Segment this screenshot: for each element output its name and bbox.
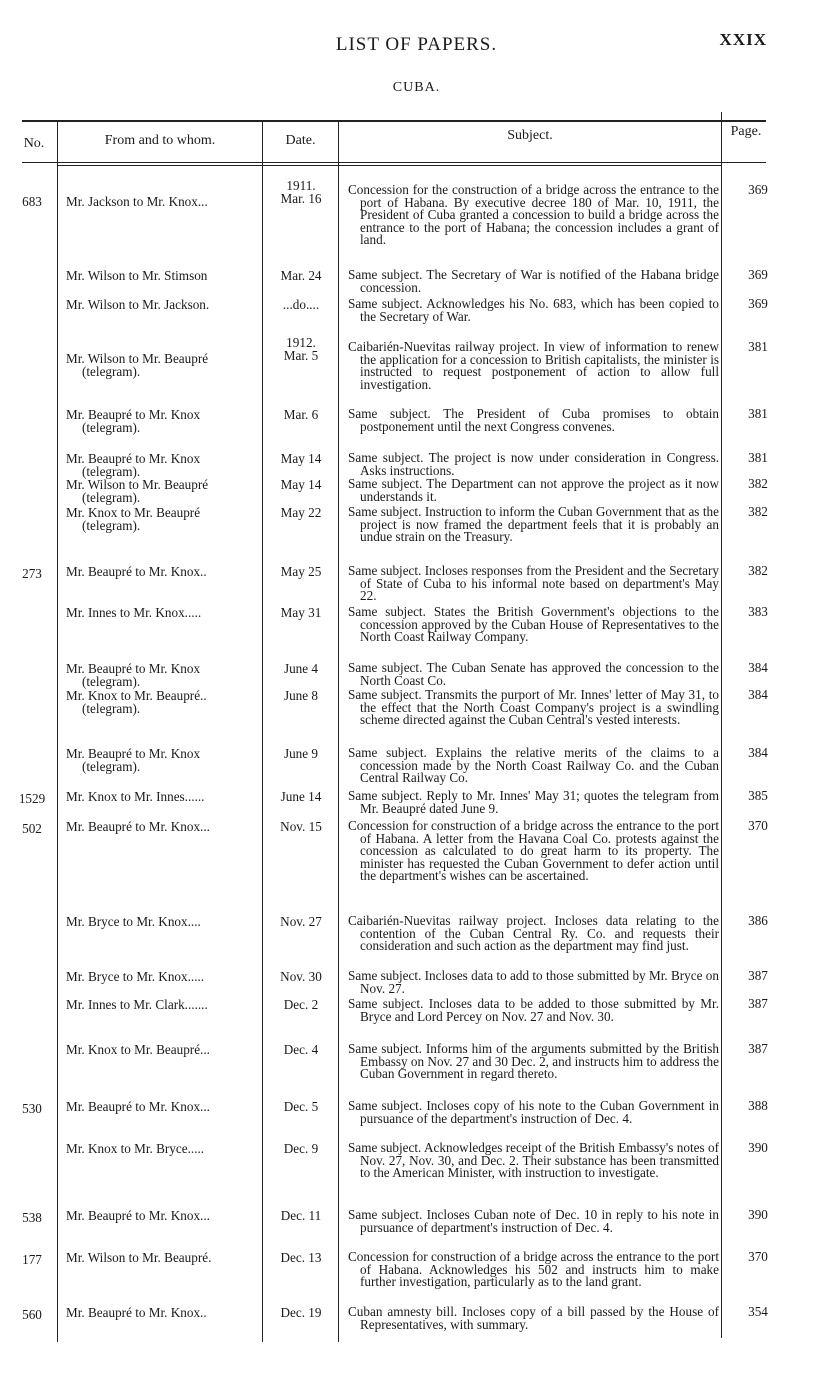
- correspondents-text: Mr. Beaupré to Mr. Knox..: [66, 1305, 207, 1320]
- row-page: 388: [748, 1098, 768, 1113]
- row-page: 370: [748, 1249, 768, 1264]
- row-date: [265, 299, 337, 312]
- correspondents-text: Mr. Wilson to Mr. Beaupré.: [66, 1250, 212, 1265]
- correspondents-note: (telegram).: [82, 463, 141, 479]
- row-correspondents: [66, 1252, 262, 1265]
- row-date: [265, 791, 337, 804]
- row-subject: [348, 998, 719, 1023]
- subject-text: Concession for construction of a bridge across the entrance to the port of Habana. Acknowledges his 502 and instructs him to make further investigation, particularly as to the land grant.: [348, 1249, 719, 1289]
- correspondents-text: Mr. Wilson to Mr. Jackson.: [66, 297, 210, 312]
- subject-text: Same subject. Explains the relative merits of the claims to a concession made by the North Coast Railway Co. and the Cuban Central Railway Co.: [348, 745, 719, 785]
- subject-text: Same subject. Transmits the purport of Mr. Innes' letter of May 31, to the effect that the North Coast Company's project is a swindling scheme directed against the Cuban Central's vested interests.: [348, 687, 719, 727]
- row-date: [265, 507, 337, 520]
- row-correspondents: [66, 791, 262, 804]
- row-subject: [348, 820, 719, 883]
- row-subject: [348, 298, 719, 323]
- column-header-no: No.: [23, 136, 45, 151]
- row-date-text: Dec. 5: [283, 1099, 319, 1114]
- subject-text: Same subject. Incloses data to be added to those submitted by Mr. Bryce and Lord Percey on Nov. 27 and Nov. 30.: [348, 996, 719, 1024]
- correspondents-text: Mr. Wilson to Mr. Beaupré: [66, 477, 209, 492]
- row-date-text: Nov. 30: [280, 969, 322, 984]
- correspondents-text: Mr. Beaupré to Mr. Knox: [66, 451, 201, 466]
- table-header-rule-2: [58, 165, 722, 166]
- subject-text: Same subject. The Secretary of War is notified of the Habana bridge concession.: [348, 267, 719, 295]
- row-page: 384: [748, 745, 768, 760]
- row-number: 560: [22, 1307, 42, 1322]
- row-correspondents: [66, 1143, 262, 1156]
- correspondents-text: Mr. Beaupré to Mr. Knox...: [66, 1099, 210, 1114]
- row-correspondents: [66, 999, 262, 1012]
- subject-text: Caibarién-Nuevitas railway project. In view of information to renew the application for a concession to British capitalists, the minister is instructed to request postponement of action to allow full investigation.: [348, 339, 719, 392]
- subject-text: Caibarién-Nuevitas railway project. Incloses data relating to the contention of the Cuban Central Ry. Co. and requests their consideration and such action as the department may find just.: [348, 913, 719, 953]
- row-page: 369: [748, 267, 768, 282]
- row-date-text: June 9: [283, 746, 319, 761]
- row-page: 390: [748, 1207, 768, 1222]
- row-page: 381: [748, 339, 768, 354]
- row-page: 369: [748, 182, 768, 197]
- row-date: [265, 821, 337, 834]
- row-page: 381: [748, 406, 768, 421]
- row-subject: [348, 184, 719, 247]
- subject-text: Same subject. Incloses responses from the President and the Secretary of State of Cuba to his informal note based on department's May 22.: [348, 563, 719, 603]
- column-divider: [338, 120, 339, 1342]
- subject-text: Same subject. Acknowledges his No. 683, which has been copied to the Secretary of War.: [348, 296, 719, 324]
- row-date: [265, 453, 337, 466]
- row-date-text: May 25: [280, 564, 322, 579]
- row-date-text: May 14: [280, 477, 322, 492]
- correspondents-text: Mr. Knox to Mr. Beaupré..: [66, 688, 207, 703]
- row-subject: [348, 662, 719, 687]
- row-date-text: Nov. 27: [280, 914, 322, 929]
- row-number: 683: [22, 194, 42, 209]
- correspondents-text: Mr. Beaupré to Mr. Knox..: [66, 564, 207, 579]
- row-date-text: Mar. 16: [280, 190, 322, 206]
- correspondents-text: Mr. Knox to Mr. Innes......: [66, 789, 205, 804]
- row-correspondents: [66, 916, 262, 929]
- row-date: [265, 1210, 337, 1223]
- row-subject: [348, 606, 719, 644]
- row-page: 381: [748, 450, 768, 465]
- table-header-rule: [22, 162, 766, 163]
- correspondents-text: Mr. Innes to Mr. Knox.....: [66, 605, 202, 620]
- subject-text: Same subject. Incloses copy of his note to the Cuban Government in pursuance of the department's instruction of Dec. 4.: [348, 1098, 719, 1126]
- row-page: 387: [748, 996, 768, 1011]
- row-subject: [348, 970, 719, 995]
- row-date: [265, 1252, 337, 1265]
- row-subject: [348, 1043, 719, 1081]
- correspondents-text: Mr. Beaupré to Mr. Knox: [66, 661, 201, 676]
- column-header-page: Page.: [730, 124, 762, 139]
- correspondents-note: (telegram).: [82, 419, 141, 435]
- row-correspondents: [66, 196, 262, 209]
- correspondents-note: (telegram).: [82, 489, 141, 505]
- correspondents-text: Mr. Knox to Mr. Beaupré...: [66, 1042, 210, 1057]
- row-correspondents: [66, 566, 262, 579]
- correspondents-text: Mr. Wilson to Mr. Stimson: [66, 268, 208, 283]
- row-correspondents: [66, 507, 262, 532]
- row-date: [265, 999, 337, 1012]
- row-subject: [348, 689, 719, 727]
- correspondents-note: (telegram).: [82, 673, 141, 689]
- row-date-text: May 14: [280, 451, 322, 466]
- row-correspondents: [66, 1044, 262, 1057]
- correspondents-text: Mr. Knox to Mr. Bryce.....: [66, 1141, 205, 1156]
- subject-text: Same subject. Instruction to inform the Cuban Government that as the project is now framed the department feels that it is probably an undue strain on the Treasury.: [348, 504, 719, 544]
- row-number: 177: [22, 1252, 42, 1267]
- row-date-text: Dec. 4: [283, 1042, 319, 1057]
- correspondents-text: Mr. Wilson to Mr. Beaupré: [66, 351, 209, 366]
- row-subject: [348, 1251, 719, 1289]
- row-date: [265, 409, 337, 422]
- row-date-text: June 4: [283, 661, 319, 676]
- row-page: 382: [748, 504, 768, 519]
- row-subject: [348, 790, 719, 815]
- column-divider: [57, 120, 58, 1342]
- row-subject: [348, 915, 719, 953]
- row-date: [265, 1143, 337, 1156]
- row-page: 354: [748, 1304, 768, 1319]
- row-correspondents: [66, 453, 262, 478]
- row-subject: [348, 565, 719, 603]
- subject-text: Same subject. The project is now under consideration in Congress. Asks instructions.: [348, 450, 719, 478]
- column-header-from-to: From and to whom.: [104, 133, 216, 148]
- row-correspondents: [66, 353, 262, 378]
- row-page: 383: [748, 604, 768, 619]
- subject-text: Same subject. The Department can not approve the project as it now understands it.: [348, 476, 719, 504]
- row-page: 369: [748, 296, 768, 311]
- correspondents-text: Mr. Knox to Mr. Beaupré: [66, 505, 201, 520]
- row-page: 390: [748, 1140, 768, 1155]
- row-date: [265, 916, 337, 929]
- row-subject: [348, 1306, 719, 1331]
- row-date-text: Dec. 19: [280, 1305, 322, 1320]
- row-date: [265, 566, 337, 579]
- row-correspondents: [66, 270, 262, 283]
- subject-text: Same subject. Reply to Mr. Innes' May 31; quotes the telegram from Mr. Beaupré dated June 9.: [348, 788, 719, 816]
- row-date: [265, 607, 337, 620]
- row-date: [265, 180, 337, 205]
- row-subject: [348, 1209, 719, 1234]
- row-date-text: June 14: [280, 789, 322, 804]
- row-date-text: Dec. 13: [280, 1250, 322, 1265]
- row-page: 387: [748, 968, 768, 983]
- subject-text: Same subject. The Cuban Senate has approved the concession to the North Coast Co.: [348, 660, 719, 688]
- row-date-text: Mar. 6: [283, 407, 319, 422]
- row-year: 1911.: [286, 178, 316, 193]
- row-correspondents: [66, 1210, 262, 1223]
- row-page: 382: [748, 563, 768, 578]
- row-correspondents: [66, 690, 262, 715]
- row-date: [265, 748, 337, 761]
- row-subject: [348, 341, 719, 391]
- row-number: 273: [22, 566, 42, 581]
- subject-text: Concession for the construction of a bridge across the entrance to the port of Habana. By executive decree 180 of Mar. 10, 1911, the President of Cuba granted a concession to build a bridge across the entrance to the port of Habana; the concession includes a grant of land.: [348, 182, 719, 247]
- row-subject: [348, 452, 719, 477]
- correspondents-text: Mr. Beaupré to Mr. Knox...: [66, 1208, 210, 1223]
- row-subject: [348, 269, 719, 294]
- row-date: [265, 690, 337, 703]
- row-date-text: Dec. 9: [283, 1141, 319, 1156]
- row-subject: [348, 506, 719, 544]
- row-date: [265, 1101, 337, 1114]
- row-correspondents: [66, 748, 262, 773]
- row-date-text: Nov. 15: [280, 819, 322, 834]
- correspondents-text: Mr. Bryce to Mr. Knox.....: [66, 969, 205, 984]
- row-date-text: Dec. 11: [280, 1208, 322, 1223]
- row-date: [265, 337, 337, 362]
- row-date: [265, 270, 337, 283]
- row-correspondents: [66, 971, 262, 984]
- subject-text: Cuban amnesty bill. Incloses copy of a bill passed by the House of Representatives, with summary.: [348, 1304, 719, 1332]
- row-date-text: Mar. 24: [280, 268, 322, 283]
- row-page: 370: [748, 818, 768, 833]
- column-header-date: Date.: [285, 133, 316, 148]
- subject-text: Concession for construction of a bridge across the entrance to the port of Habana. A letter from the Havana Coal Co. protests against the concession as calculated to do great harm to its property. The minister has requested the Cuban Government to defer action until the department's wishes can be ascertained.: [348, 818, 719, 883]
- row-page: 384: [748, 687, 768, 702]
- row-date: [265, 479, 337, 492]
- subject-text: Same subject. Incloses data to add to those submitted by Mr. Bryce on Nov. 27.: [348, 968, 719, 996]
- subject-text: Same subject. States the British Government's objections to the concession approved by the Cuban House of Representatives to the North Coast Railway Company.: [348, 604, 719, 644]
- row-date-text: Mar. 5: [283, 347, 319, 363]
- row-correspondents: [66, 607, 262, 620]
- correspondents-text: Mr. Jackson to Mr. Knox...: [66, 194, 208, 209]
- row-year: 1912.: [286, 335, 316, 350]
- row-page: 382: [748, 476, 768, 491]
- row-correspondents: [66, 299, 262, 312]
- correspondents-note: (telegram).: [82, 363, 141, 379]
- row-subject: [348, 747, 719, 785]
- page-number: XXIX: [719, 30, 767, 49]
- row-number: 538: [22, 1210, 42, 1225]
- subject-text: Same subject. Informs him of the arguments submitted by the British Embassy on Nov. 27 and 30 Dec. 2, and instructs him to address the Cuban Government in regard thereto.: [348, 1041, 719, 1081]
- section-heading: CUBA.: [392, 80, 441, 95]
- row-correspondents: [66, 1307, 262, 1320]
- correspondents-text: Mr. Beaupré to Mr. Knox: [66, 407, 201, 422]
- row-subject: [348, 408, 719, 433]
- row-number: 502: [22, 821, 42, 836]
- row-subject: [348, 1100, 719, 1125]
- row-page: 385: [748, 788, 768, 803]
- row-page: 386: [748, 913, 768, 928]
- row-number: 530: [22, 1101, 42, 1116]
- row-correspondents: [66, 663, 262, 688]
- row-subject: [348, 478, 719, 503]
- row-page: 387: [748, 1041, 768, 1056]
- row-date-text: ...do....: [282, 297, 320, 312]
- subject-text: Same subject. The President of Cuba promises to obtain postponement until the next Congress convenes.: [348, 406, 719, 434]
- row-correspondents: [66, 1101, 262, 1114]
- correspondents-text: Mr. Innes to Mr. Clark.......: [66, 997, 208, 1012]
- column-divider: [721, 112, 722, 1338]
- row-page: 384: [748, 660, 768, 675]
- row-date-text: Dec. 2: [283, 997, 319, 1012]
- subject-text: Same subject. Acknowledges receipt of the British Embassy's notes of Nov. 27, Nov. 30, and Dec. 2. Their substance has been transmitted to the American Minister, with instruction to investigate.: [348, 1140, 719, 1180]
- correspondents-note: (telegram).: [82, 517, 141, 533]
- subject-text: Same subject. Incloses Cuban note of Dec. 10 in reply to his note in pursuance of department's instruction of Dec. 4.: [348, 1207, 719, 1235]
- column-header-subject: Subject.: [507, 128, 553, 143]
- correspondents-text: Mr. Beaupré to Mr. Knox...: [66, 819, 210, 834]
- row-date: [265, 663, 337, 676]
- table-top-rule: [22, 120, 766, 122]
- page-title: LIST OF PAPERS.: [335, 34, 498, 55]
- row-date-text: June 8: [283, 688, 319, 703]
- row-correspondents: [66, 479, 262, 504]
- row-date: [265, 1307, 337, 1320]
- row-date: [265, 971, 337, 984]
- row-date: [265, 1044, 337, 1057]
- row-subject: [348, 1142, 719, 1180]
- row-number: 1529: [18, 791, 46, 806]
- row-date-text: May 22: [280, 505, 322, 520]
- correspondents-note: (telegram).: [82, 758, 141, 774]
- correspondents-text: Mr. Beaupré to Mr. Knox: [66, 746, 201, 761]
- correspondents-note: (telegram).: [82, 700, 141, 716]
- correspondents-text: Mr. Bryce to Mr. Knox....: [66, 914, 201, 929]
- row-correspondents: [66, 821, 262, 834]
- column-divider: [262, 120, 263, 1342]
- row-date-text: May 31: [280, 605, 322, 620]
- row-correspondents: [66, 409, 262, 434]
